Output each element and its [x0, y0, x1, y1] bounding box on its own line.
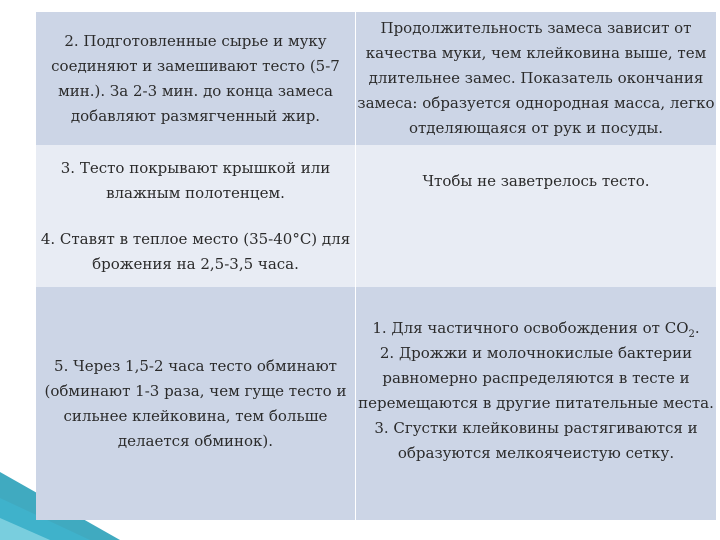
row-4-reason-line1-prefix: 1. Для частичного освобождения от СО [372, 319, 689, 337]
row-4-reason-text [358, 316, 714, 491]
row-4-reason-cell [356, 287, 716, 520]
row-1-reason-cell [356, 12, 716, 145]
row-1-reason-text: Продолжительность замеса зависит от качества муки, чем клейковина выше, тем длительнее замес. Показатель окончания замеса: образуется однородная масса, легко отделяющаяся от рук и посуды. [357, 19, 715, 137]
row-2-step-cell [36, 145, 356, 217]
process-table [36, 12, 716, 520]
row-3-reason-cell [356, 217, 716, 287]
row-4-reason-line1-suffix: . [694, 319, 700, 337]
row-3-step-cell [36, 217, 356, 287]
row-3-step-text: 4. Ставят в теплое место (35-40°С) для брожения на 2,5-3,5 часа. [40, 230, 351, 273]
row-2-step-text: 3. Тесто покрывают крышкой или влажным полотенцем. [60, 159, 331, 202]
row-2-reason-text: Чтобы не заветрелось тесто. [422, 171, 650, 190]
row-4-reason-rest: 2. Дрожжи и молочнокислые бактерии равномерно распределяются в тесте и перемещаются в другие питательные места. 3. Сгустки клейковины растягиваются и образуются мелкоячеистую сетку. [358, 344, 714, 462]
row-4-reason-line1-subscript: 2 [688, 329, 695, 340]
row-4-reason-line1 [372, 319, 700, 340]
row-4-step-cell [36, 287, 356, 520]
row-2-reason-cell [356, 145, 716, 217]
row-1-step-cell [36, 12, 356, 145]
row-1-step-text: 2. Подготовленные сырье и муку соединяют и замешивают тесто (5-7 мин.). За 2-3 мин. до конца замеса добавляют размягченный жир. [51, 31, 340, 125]
row-4-step-text: 5. Через 1,5-2 часа тесто обминают (обминают 1-3 раза, чем гуще тесто и сильнее клейковина, тем больше делается обминок). [44, 356, 347, 450]
